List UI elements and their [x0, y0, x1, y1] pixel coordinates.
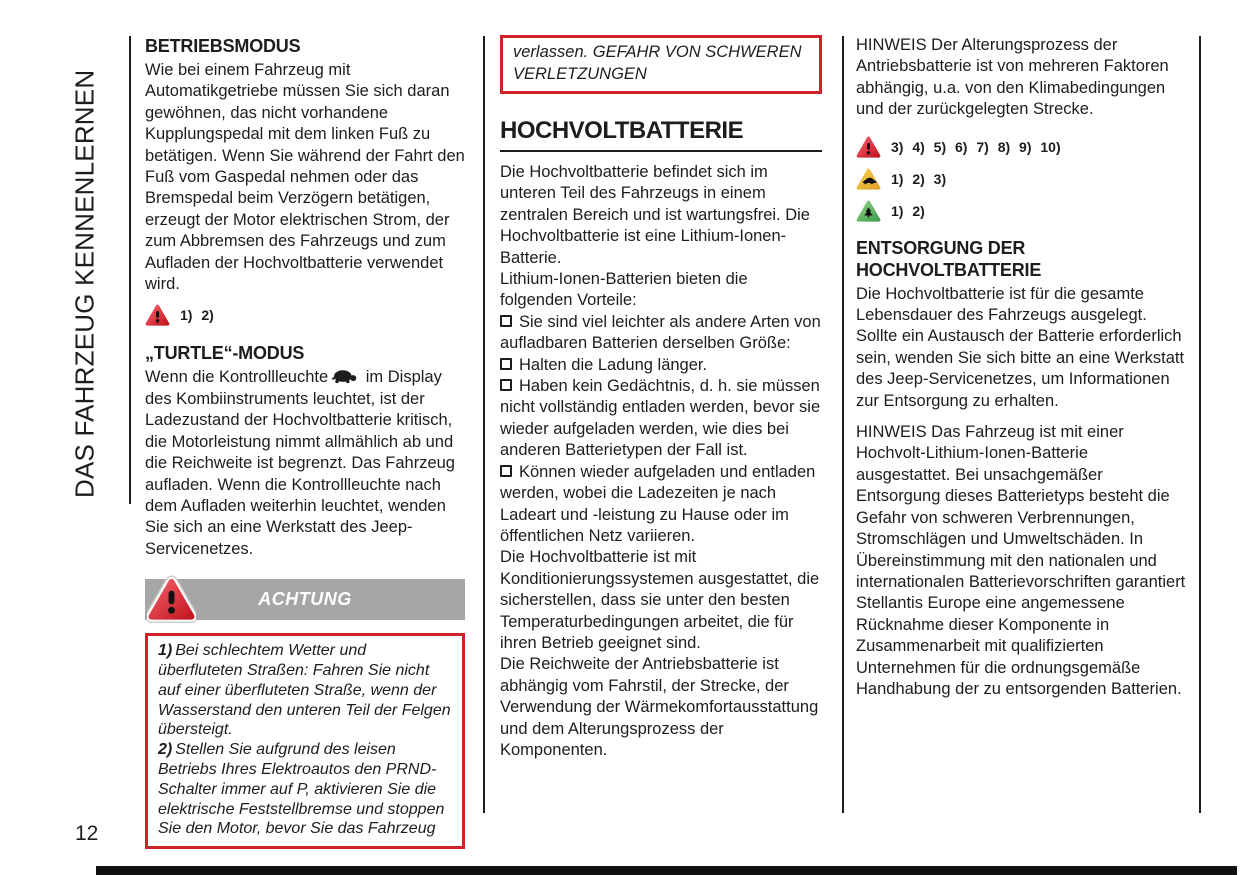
column-divider [483, 36, 485, 813]
footnote-refs: 1) 2) 3) [891, 170, 947, 187]
warning-item-number: 1) [158, 642, 173, 660]
square-bullet-icon [500, 358, 512, 370]
turtle-body-after: im Display des Kombiinstruments leuchtet, ist der Ladezustand der Hochvoltbatterie kritisch, die Motorleistung nimmt allmählich ab und die Reichweite ist begrenzt. Das Fahrzeug aufladen. Wenn die Kontrollleuchte nach dem Aufladen weiterhin leuchtet, wenden Sie sich an eine Werkstatt des Jeep-Servicenetzes. [145, 368, 455, 558]
turtle-indicator-icon [331, 369, 358, 384]
hinweis-aging-note: HINWEIS Der Alterungsprozess der Antriebsbatterie ist von mehreren Faktoren abhängig, u.a. von den Klimabedingungen und der zurückgelegten Strecke. [856, 36, 1169, 119]
list-item [500, 376, 822, 462]
achtung-banner [145, 579, 465, 620]
warning-triangle-red-icon [147, 575, 196, 623]
page-number: 12 [75, 822, 99, 845]
warning-continuation-box [500, 35, 822, 94]
warning-reference-row [856, 135, 1186, 159]
section-title-betriebsmodus: BETRIEBSMODUS [145, 36, 301, 56]
footer-bar [96, 866, 1237, 875]
footnote-refs: 1) 2) [891, 202, 925, 219]
column-divider [842, 36, 844, 813]
hochvolt-para-1: Die Hochvoltbatterie befindet sich im unteren Teil des Fahrzeugs in einem zentralen Bereich und ist wartungsfrei. Die Hochvoltbatterie ist eine Lithium-Ionen-Batterie. [500, 163, 810, 267]
list-item-text: Sie sind viel leichter als andere Arten von aufladbaren Batterien derselben Größe: [500, 312, 821, 353]
list-item [500, 462, 822, 548]
section-title-entsorgung: ENTSORGUNG DER HOCHVOLTBATTERIE [856, 237, 1042, 280]
hochvolt-para-3: Die Hochvoltbatterie ist mit Konditionierungssystemen ausgestattet, die sicherstellen, dass sie unter den besten Temperaturbedingungen arbeitet, die für ihren Betrieb geeignet sind. [500, 548, 820, 652]
warning-triangle-red-icon [856, 135, 881, 159]
list-item-text: Können wieder aufgeladen und entladen werden, wobei die Ladezeiten je nach Ladeart und -leistung zu Hause oder im öffentlichen Netz variieren. [500, 462, 816, 545]
list-item-text: Halten die Ladung länger. [519, 355, 708, 374]
column-1 [145, 35, 465, 849]
warning-triangle-red-icon [145, 303, 170, 327]
betriebsmodus-body: Wie bei einem Fahrzeug mit Automatikgetriebe müssen Sie sich daran gewöhnen, das nicht vorhandene Kupplungspedal mit dem linken Fuß zu betätigen. Wenn Sie während der Fahrt den Fuß vom Gaspedal nehmen oder das Bremspedal beim Verzögern betätigen, erzeugt der Motor elektrischen Strom, der zum Abbremsen des Fahrzeugs und zum Aufladen der Hochvoltbatterie verwendet wird. [145, 61, 465, 294]
footnote-refs: 1) 2) [180, 307, 214, 324]
entsorgung-body: Die Hochvoltbatterie ist für die gesamte Lebensdauer des Fahrzeugs ausgelegt. Sollte ein Austausch der Batterie erforderlich sein, wenden Sie sich bitte an eine Werkstatt des Jeep-Servicenetzes, um Informationen zur Entsorgung zu erhalten. [856, 284, 1185, 410]
environment-reference-row [856, 199, 1186, 223]
hochvolt-para-4: Die Reichweite der Antriebsbatterie ist abhängig vom Fahrstil, der Strecke, der Verwendung der Wärmekomfortausstattung und dem Alterungsprozess der Komponenten. [500, 655, 819, 759]
square-bullet-icon [500, 465, 512, 477]
square-bullet-icon [500, 379, 512, 391]
list-item [500, 312, 822, 355]
square-bullet-icon [500, 315, 512, 327]
footnote-refs: 3) 4) 5) 6) 7) 8) 9) 10) [891, 138, 1061, 155]
environment-triangle-green-icon [856, 199, 881, 223]
chapter-sidebar-label: DAS FAHRZEUG KENNENLERNEN [69, 69, 100, 498]
list-item [500, 355, 822, 376]
warning-item-number: 2) [158, 741, 173, 759]
warning-item-2 [158, 740, 452, 839]
turtle-body-before: Wenn die Kontrollleuchte [145, 368, 329, 387]
list-item-text: Haben kein Gedächtnis, d. h. sie müssen nicht vollständig entladen werden, bevor sie wieder aufgeladen werden, wie dies bei anderen Batterietypen der Fall ist. [500, 377, 821, 460]
warning-text-box [145, 633, 465, 849]
caution-triangle-yellow-icon [856, 167, 881, 191]
sidebar-rule [129, 36, 131, 504]
column-3 [856, 35, 1186, 700]
column-divider [1199, 36, 1201, 813]
warning-item-text: Bei schlechtem Wetter und überfluteten Straßen: Fahren Sie nicht auf einer überfluteten Straße, wenn der Wasserstand den unteren Teil der Felgen übersteigt. [158, 642, 451, 739]
turtle-modus-body [145, 367, 465, 560]
warning-item-text: Stellen Sie aufgrund des leisen Betriebs Ihres Elektroautos den PRND-Schalter immer auf P, aktivieren Sie die elektrische Feststellbremse und stoppen Sie den Motor, bevor Sie das Fahrzeug [158, 741, 445, 838]
hochvolt-para-2: Lithium-Ionen-Batterien bieten die folgenden Vorteile: [500, 270, 748, 310]
hinweis-entsorgung-note: HINWEIS Das Fahrzeug ist mit einer Hochvolt-Lithium-Ionen-Batterie ausgestattet. Bei unsachgemäßer Entsorgung dieses Batterietyps besteht die Gefahr von schweren Verbrennungen, Stromschlägen und Umweltschäden. In Übereinstimmung mit den nationalen und internationalen Batterievorschriften garantiert Stellantis Europe eine angemessene Rücknahme dieser Komponente in Zusammenarbeit mit qualifizierten Unternehmen für die ordnungsgemäße Handhabung der zu entsorgenden Batterien. [856, 423, 1186, 698]
achtung-label: ACHTUNG [258, 589, 352, 610]
section-title-turtle-modus: „TURTLE“-MODUS [145, 343, 305, 364]
page-title-hochvoltbatterie: HOCHVOLTBATTERIE [500, 118, 822, 152]
caution-reference-row [856, 167, 1186, 191]
warning-item-1 [158, 641, 452, 740]
warning-continuation-text: verlassen. GEFAHR VON SCHWEREN VERLETZUNGEN [513, 43, 802, 83]
column-2 [500, 35, 822, 761]
warning-reference-row [145, 303, 465, 327]
